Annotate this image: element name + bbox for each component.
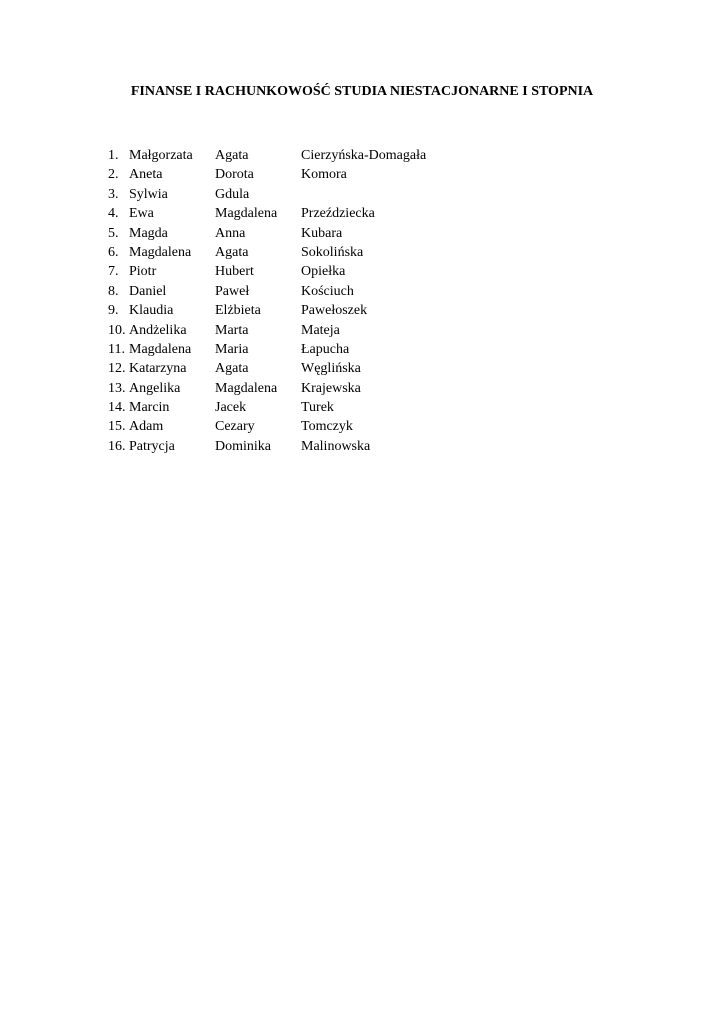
item-number: 1. — [108, 148, 119, 163]
item-number: 13. — [108, 380, 126, 396]
last-name: Cierzyńska-Domagała — [301, 148, 427, 163]
second-name: Agata — [215, 148, 249, 163]
second-name: Marta — [215, 322, 249, 338]
second-name: Magdalena — [215, 380, 278, 396]
last-name: Kościuch — [301, 283, 354, 299]
last-name: Turek — [301, 400, 334, 416]
second-name: Cezary — [215, 419, 255, 435]
second-name: Jacek — [215, 400, 247, 416]
first-name: Andżelika — [129, 322, 187, 338]
last-name: Tomczyk — [301, 419, 353, 435]
item-number: 6. — [108, 244, 119, 260]
first-name: Marcin — [129, 400, 170, 416]
first-name: Magda — [129, 225, 168, 241]
last-name: Przeździecka — [301, 206, 375, 222]
first-name: Adam — [129, 419, 164, 435]
first-name: Aneta — [129, 167, 163, 183]
second-name: Maria — [215, 341, 249, 357]
first-name: Angelika — [129, 380, 181, 396]
item-number: 8. — [108, 283, 119, 299]
second-name: Dominika — [215, 438, 271, 454]
item-number: 15. — [108, 419, 126, 435]
first-name: Sylwia — [129, 186, 168, 202]
item-number: 14. — [108, 400, 126, 416]
last-name: Pawełoszek — [301, 303, 368, 319]
last-name: Mateja — [301, 322, 340, 338]
second-name: Gdula — [215, 186, 250, 202]
item-number: 5. — [108, 225, 119, 241]
second-name: Hubert — [215, 264, 254, 280]
item-number: 11. — [108, 341, 125, 357]
first-name: Małgorzata — [129, 148, 193, 163]
first-name: Daniel — [129, 283, 167, 299]
first-name: Magdalena — [129, 244, 192, 260]
last-name: Komora — [301, 167, 347, 183]
second-name: Magdalena — [215, 206, 278, 222]
last-name: Sokolińska — [301, 244, 364, 260]
item-number: 10. — [108, 322, 126, 338]
second-name: Paweł — [215, 283, 250, 299]
last-name: Opiełka — [301, 264, 346, 280]
last-name: Krajewska — [301, 380, 361, 396]
first-name: Klaudia — [129, 303, 174, 319]
item-number: 7. — [108, 264, 119, 280]
last-name: Łapucha — [301, 341, 350, 357]
item-number: 12. — [108, 361, 126, 377]
second-name: Agata — [215, 244, 249, 260]
second-name: Dorota — [215, 167, 254, 183]
item-number: 2. — [108, 167, 119, 183]
first-name: Patrycja — [129, 438, 175, 454]
second-name: Anna — [215, 225, 246, 241]
document-title: FINANSE I RACHUNKOWOŚĆ STUDIA NIESTACJONARNE I STOPNIA — [130, 84, 594, 99]
item-number: 16. — [108, 438, 126, 454]
item-number: 9. — [108, 303, 119, 319]
last-name: Węglińska — [301, 361, 361, 377]
second-name: Elżbieta — [215, 303, 261, 319]
first-name: Piotr — [129, 264, 157, 280]
last-name: Malinowska — [301, 438, 371, 454]
item-number: 4. — [108, 206, 119, 222]
item-number: 3. — [108, 186, 119, 202]
first-name: Katarzyna — [129, 361, 187, 377]
last-name: Kubara — [301, 225, 343, 241]
first-name: Magdalena — [129, 341, 192, 357]
second-name: Agata — [215, 361, 249, 377]
first-name: Ewa — [129, 206, 154, 222]
